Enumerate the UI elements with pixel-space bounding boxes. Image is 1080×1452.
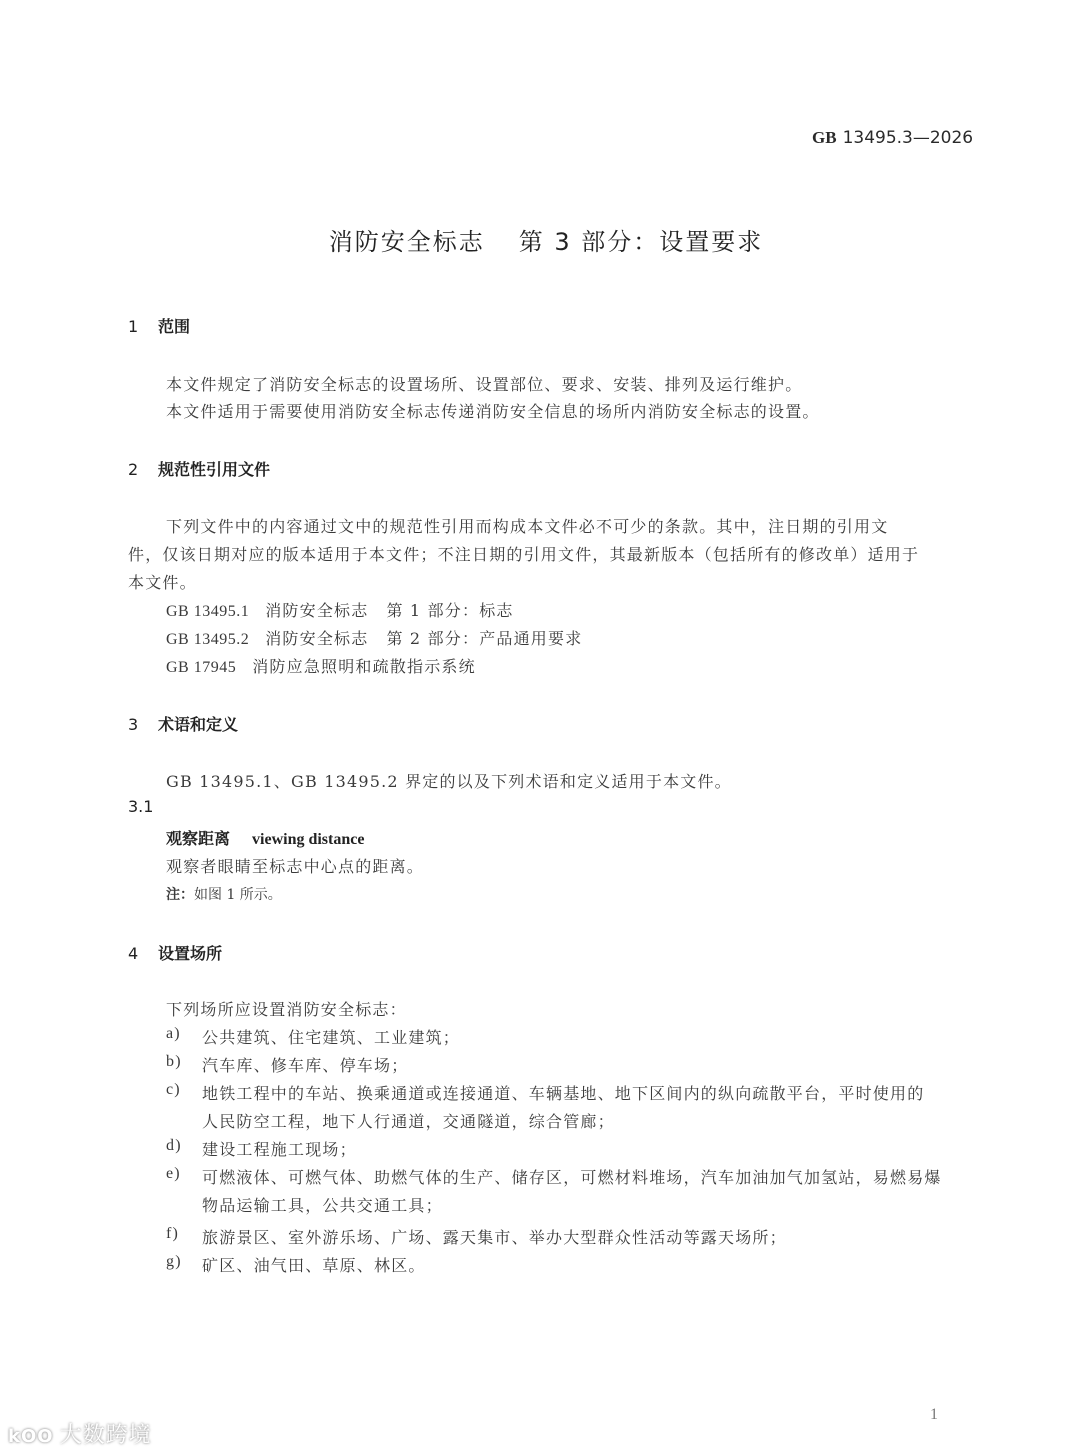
list-marker: e) [166,1165,181,1182]
title-part-2: 第 3 部分：设置要求 [518,228,764,256]
list-text: 公共建筑、住宅建筑、工业建筑； [202,1028,461,1047]
list-marker: d) [166,1137,182,1154]
section-1-heading [128,314,190,337]
note-text: 如图 1 所示。 [194,887,282,903]
section-title: 设置场所 [158,944,223,963]
reference-code: GB 17945 [166,659,237,676]
list-item-g [166,1253,966,1277]
paragraph-line: 下列文件中的内容通过文中的规范性引用而构成本文件必不可少的条款。其中，注日期的引用文 [166,517,889,536]
reference-subtitle: 第 1 部分：标志 [386,601,514,620]
watermark-text: 大数跨境 [59,1423,152,1448]
section-number: 3 [128,715,139,734]
list-item-f [166,1225,966,1249]
term-zh: 观察距离 [166,829,231,848]
reference-item [166,598,514,621]
section-title: 规范性引用文件 [158,460,271,479]
list-text: 矿区、油气田、草原、林区。 [202,1256,426,1275]
list-marker: a) [166,1025,181,1042]
section-number: 2 [128,460,139,479]
list-marker: c) [166,1081,181,1098]
list-text: 地铁工程中的车站、换乘通道或连接通道、车辆基地、地下区间内的纵向疏散平台，平时使用的 [202,1084,925,1103]
page-number: 1 [930,1406,938,1423]
reference-code: GB 13495.1 [166,603,250,620]
list-item-c [166,1081,966,1133]
list-item-a [166,1025,966,1049]
reference-title: 消防安全标志 [265,601,369,620]
section-3-heading [128,712,238,735]
list-text: 可燃液体、可燃气体、助燃气体的生产、储存区，可燃材料堆场，汽车加油加气加氢站，易燃易爆 [202,1168,942,1187]
reference-subtitle: 第 2 部分：产品通用要求 [386,629,583,648]
reference-title: 消防应急照明和疏散指示系统 [252,657,476,676]
paragraph: 下列场所应设置消防安全标志： [166,1000,407,1019]
list-text-continued: 物品运输工具，公共交通工具； [202,1196,443,1215]
watermark-logo-icon: kOO [8,1426,54,1447]
term-heading [166,826,364,849]
term-number: 3.1 [128,797,154,816]
page-title [0,222,1080,257]
list-marker: f) [166,1225,180,1242]
paragraph: GB 13495.1、GB 13495.2 界定的以及下列术语和定义适用于本文件。 [166,772,732,791]
paragraph: 本文件适用于需要使用消防安全标志传递消防安全信息的场所内消防安全标志的设置。 [166,402,820,421]
section-title: 术语和定义 [158,715,239,734]
standard-prefix: GB [812,128,837,147]
list-item-d [166,1137,966,1161]
term-en: viewing distance [252,831,365,848]
section-number: 1 [128,317,139,336]
term-note [166,884,282,904]
list-marker: g) [166,1253,182,1270]
note-label: 注： [166,887,194,903]
list-text: 汽车库、修车库、停车场； [202,1056,409,1075]
section-4-heading [128,941,222,964]
list-marker: b) [166,1053,182,1070]
list-text: 旅游景区、室外游乐场、广场、露天集市、举办大型群众性活动等露天场所； [202,1228,787,1247]
reference-item [166,654,476,677]
section-2-heading [128,457,270,480]
section-title: 范围 [158,317,191,336]
paragraph: 本文件规定了消防安全标志的设置场所、设置部位、要求、安装、排列及运行维护。 [166,375,803,394]
list-text-continued: 人民防空工程，地下人行通道，交通隧道，综合管廊； [202,1112,615,1131]
title-part-1: 消防安全标志 [328,228,485,256]
list-item-e [166,1165,966,1217]
watermark [8,1418,152,1449]
section-number: 4 [128,944,139,963]
reference-code: GB 13495.2 [166,631,250,648]
list-item-b [166,1053,966,1077]
term-definition: 观察者眼睛至标志中心点的距离。 [166,857,425,876]
reference-item [166,626,582,649]
reference-title: 消防安全标志 [265,629,369,648]
paragraph-line: 件，仅该日期对应的版本适用于本文件；不注日期的引用文件，其最新版本（包括所有的修改单）适用于 [128,545,920,564]
standard-code [812,128,973,148]
paragraph-line: 本文件。 [128,573,197,592]
standard-number: 13495.3—2026 [842,128,974,148]
list-text: 建设工程施工现场； [202,1140,357,1159]
